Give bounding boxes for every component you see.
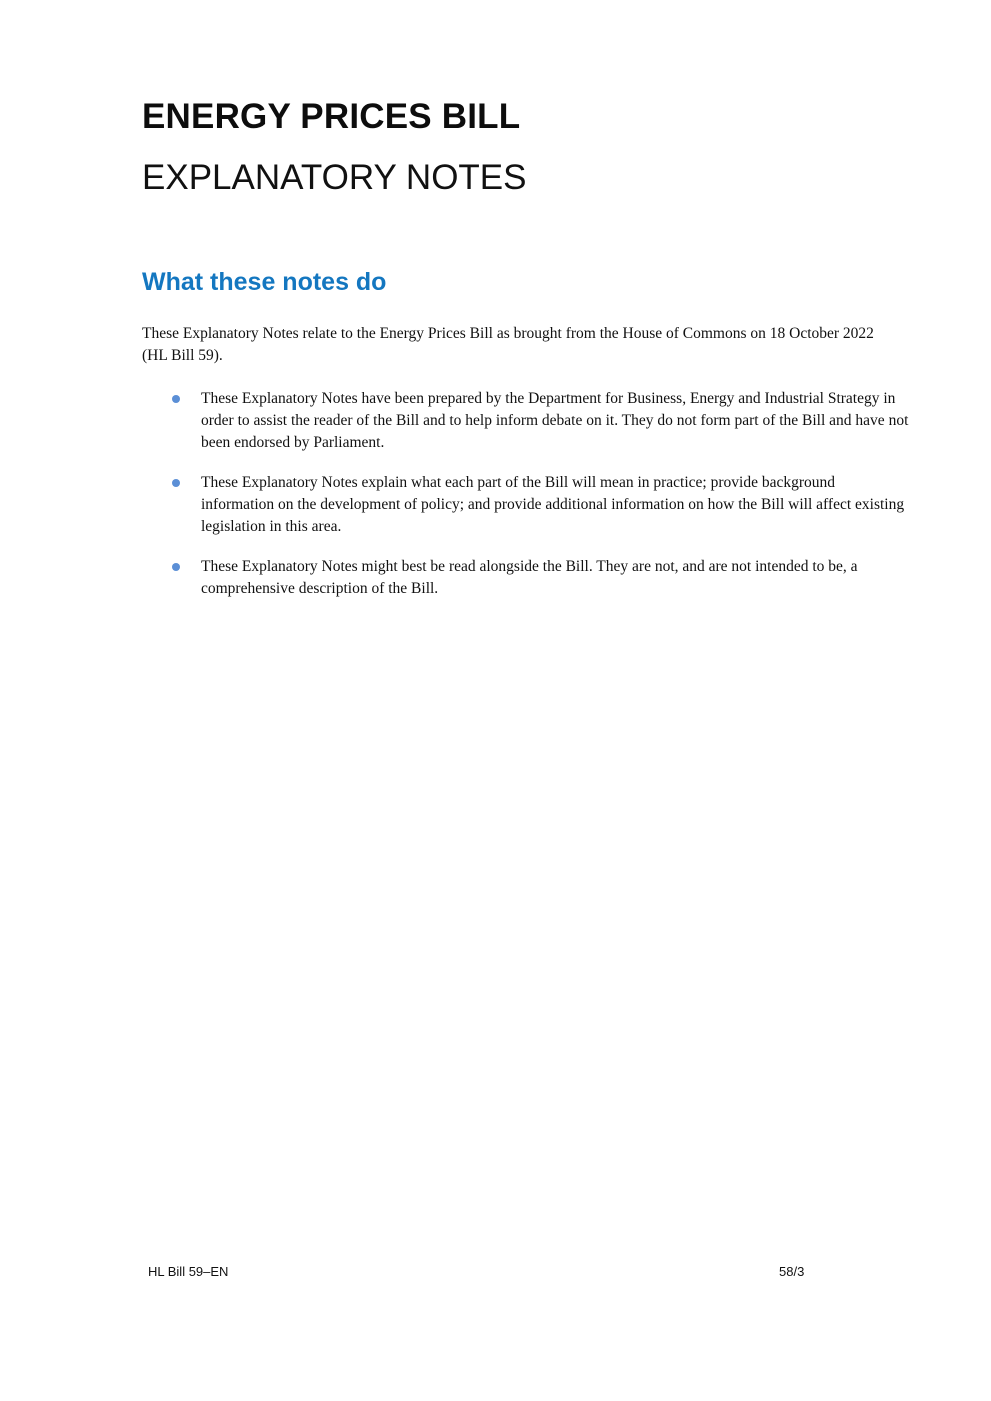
document-subtitle: EXPLANATORY NOTES: [142, 158, 527, 197]
bullet-item: [170, 472, 910, 538]
bullet-dot-icon: [172, 563, 180, 571]
bullet-item: [170, 388, 910, 454]
intro-paragraph: These Explanatory Notes relate to the Energy Prices Bill as brought from the House of Commons on 18 October 2022 (HL Bill 59).: [142, 325, 874, 364]
bullet-dot-icon: [172, 479, 180, 487]
notes-bullet-list: [170, 388, 910, 618]
bullet-item: [170, 556, 910, 600]
bullet-text: These Explanatory Notes have been prepared by the Department for Business, Energy and Industrial Strategy in order to assist the reader of the Bill and to help inform debate on it. They do not form part of the Bill and have not been endorsed by Parliament.: [201, 390, 909, 451]
bullet-dot-icon: [172, 395, 180, 403]
footer-bill-reference: HL Bill 59–EN: [148, 1264, 229, 1279]
bullet-text: These Explanatory Notes explain what each part of the Bill will mean in practice; provide background information on the development of policy; and provide additional information on how the Bill will affect existing legislation in this area.: [201, 474, 905, 535]
footer-bill-number: 58/3: [779, 1264, 805, 1279]
section-heading: What these notes do: [142, 268, 387, 296]
document-title: ENERGY PRICES BILL: [142, 97, 521, 136]
bullet-text: These Explanatory Notes might best be read alongside the Bill. They are not, and are not intended to be, a comprehensive description of the Bill.: [201, 558, 858, 597]
